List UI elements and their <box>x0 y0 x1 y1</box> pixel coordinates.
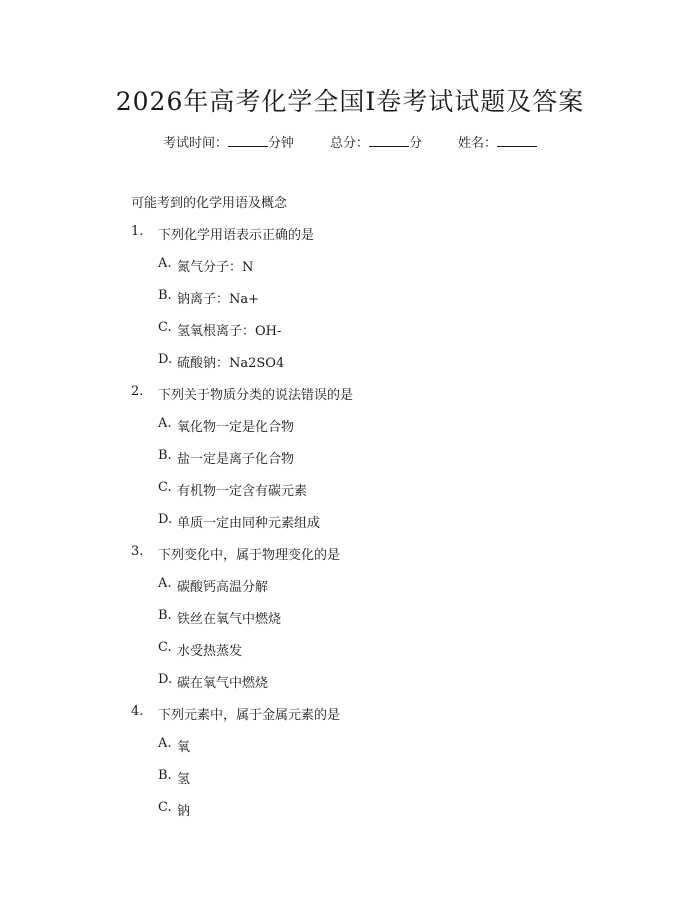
question-text: 下列关于物质分类的说法错误的是 <box>158 388 354 403</box>
option-text: 氮气分子：N <box>177 260 254 275</box>
option-text: 水受热蒸发 <box>177 644 243 659</box>
question-text: 下列变化中，属于物理变化的是 <box>158 548 341 563</box>
exam-time-field <box>163 132 294 151</box>
option-letter: A. <box>158 256 172 271</box>
option-text: 铁丝在氧气中燃烧 <box>177 612 282 627</box>
total-score-blank <box>369 134 409 147</box>
option-text: 氧 <box>177 740 191 755</box>
name-field <box>458 132 537 151</box>
question-text: 下列元素中，属于金属元素的是 <box>158 708 341 723</box>
option-text: 有机物一定含有碳元素 <box>177 484 308 499</box>
option-text: 氢 <box>177 772 191 787</box>
option-letter: B. <box>158 288 172 303</box>
option-letter: B. <box>158 448 172 463</box>
option-letter: B. <box>158 608 172 623</box>
option-text: 单质一定由同种元素组成 <box>177 516 321 531</box>
exam-time-blank <box>228 134 268 147</box>
option-letter: C. <box>158 800 172 815</box>
option-letter: B. <box>158 768 172 783</box>
option-text: 钠离子：Na+ <box>177 292 260 307</box>
exam-meta-row <box>0 132 700 151</box>
option-letter: D. <box>158 352 173 367</box>
option-letter: C. <box>158 480 172 495</box>
option-text: 钠 <box>177 804 191 819</box>
option-letter: A. <box>158 736 172 751</box>
question-text: 下列化学用语表示正确的是 <box>158 228 315 243</box>
exam-time-label: 考试时间： <box>162 136 228 151</box>
option-letter: A. <box>158 576 172 591</box>
page-title: 2026年高考化学全国Ⅰ卷考试试题及答案 <box>115 87 585 116</box>
total-score-label: 总分： <box>329 136 369 151</box>
option-text: 碳在氧气中燃烧 <box>177 676 269 691</box>
question-number: 4. <box>131 704 144 719</box>
section-heading: 可能考到的化学用语及概念 <box>131 196 288 211</box>
total-score-unit: 分 <box>409 136 423 151</box>
option-letter: D. <box>158 672 173 687</box>
question-number: 1. <box>131 224 144 239</box>
name-blank <box>497 134 537 147</box>
option-text: 氢氧根离子：OH- <box>177 324 282 339</box>
option-letter: C. <box>158 640 172 655</box>
option-text: 盐一定是离子化合物 <box>177 452 295 467</box>
option-letter: D. <box>158 512 173 527</box>
exam-time-unit: 分钟 <box>267 136 294 151</box>
name-label: 姓名： <box>458 136 498 151</box>
total-score-field <box>330 132 422 151</box>
option-text: 氧化物一定是化合物 <box>177 420 295 435</box>
question-number: 2. <box>131 384 144 399</box>
option-letter: C. <box>158 320 172 335</box>
option-letter: A. <box>158 416 172 431</box>
option-text: 碳酸钙高温分解 <box>177 580 269 595</box>
question-number: 3. <box>131 544 144 559</box>
option-text: 硫酸钠：Na2SO4 <box>177 356 285 371</box>
